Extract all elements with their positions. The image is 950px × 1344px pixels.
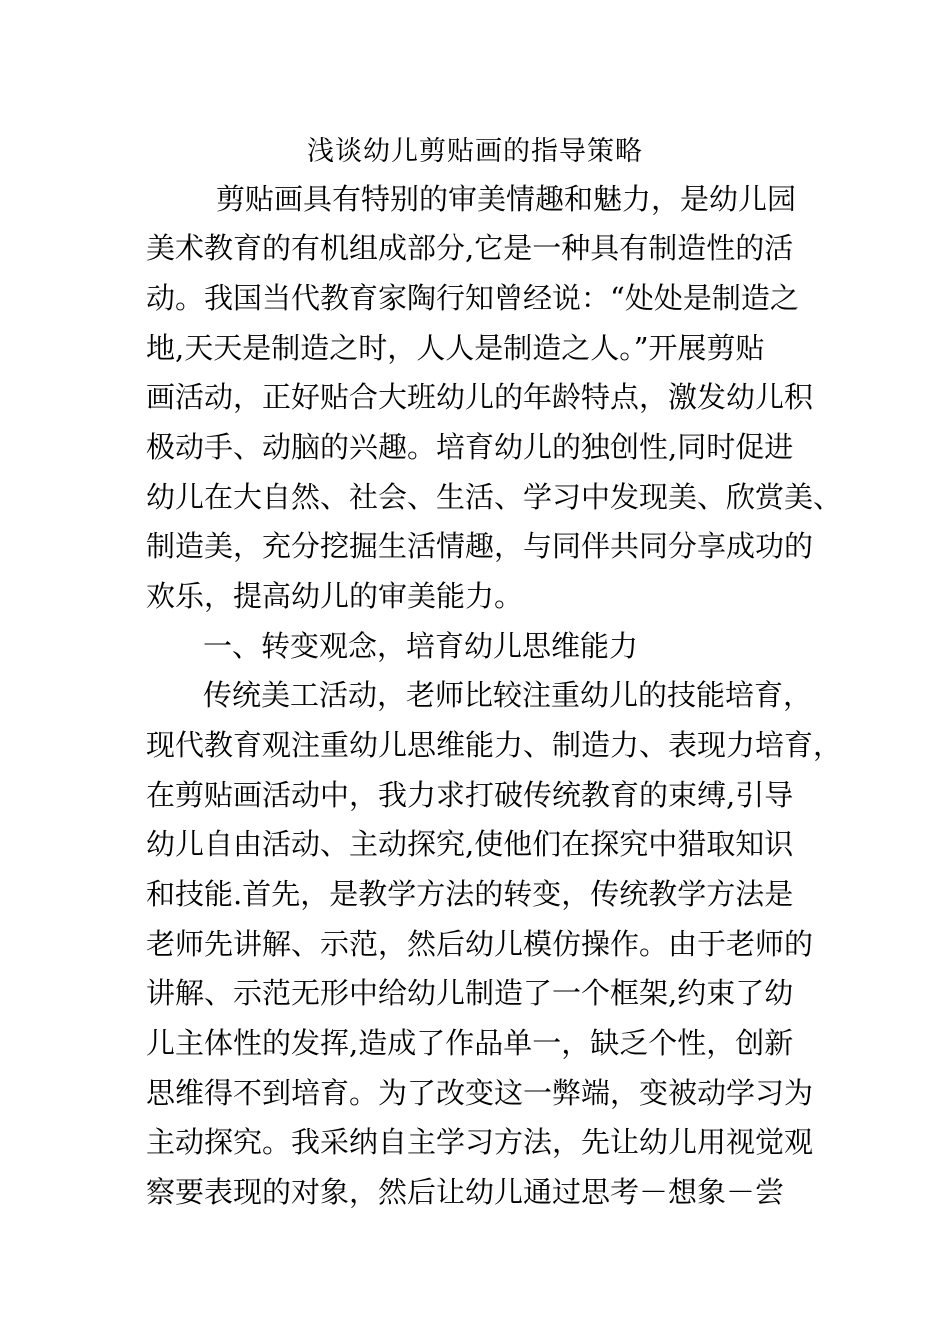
paragraph-line: 剪贴画具有特别的审美情趣和魅力，是幼儿园	[216, 182, 797, 216]
paragraph-line: 传统美工活动，老师比较注重幼儿的技能培育，	[203, 678, 813, 712]
paragraph-line: 儿主体性的发挥,造成了作品单一，缺乏个性，创新	[146, 1026, 794, 1060]
paragraph-line: 现代教育观注重幼儿思维能力、制造力、表现力培育，	[146, 728, 843, 762]
paragraph-line: 老师先讲解、示范，然后幼儿模仿操作。由于老师的	[146, 927, 814, 961]
paragraph-line: 画活动，正好贴合大班幼儿的年龄特点，激发幼儿积	[146, 380, 814, 414]
paragraph-line: 主动探究。我采纳自主学习方法，先让幼儿用视觉观	[146, 1125, 814, 1159]
section-heading: 一、转变观念，培育幼儿思维能力	[203, 629, 639, 663]
paragraph-line: 在剪贴画活动中，我力求打破传统教育的束缚,引导	[146, 778, 794, 812]
paragraph-line: 美术教育的有机组成部分,它是一种具有制造性的活	[146, 231, 794, 265]
paragraph-line: 欢乐，提高幼儿的审美能力。	[146, 579, 524, 613]
paragraph-line: 察要表现的对象，然后让幼儿通过思考－想象－尝	[146, 1175, 785, 1209]
paragraph-line: 幼儿在大自然、社会、生活、学习中发现美、欣赏美、	[146, 480, 843, 514]
paragraph-line: 制造美，充分挖掘生活情趣，与同伴共同分享成功的	[146, 529, 814, 563]
paragraph-line: 思维得不到培育。为了改变这一弊端，变被动学习为	[146, 1076, 814, 1110]
paragraph-line: 地,天天是制造之时，人人是制造之人。”开展剪贴	[146, 331, 765, 365]
document-title: 浅谈幼儿剪贴画的指导策略	[307, 136, 643, 167]
paragraph-line: 幼儿自由活动、主动探究,使他们在探究中猎取知识	[146, 827, 794, 861]
paragraph-line: 和技能.首先，是教学方法的转变，传统教学方法是	[146, 877, 794, 911]
paragraph-line: 讲解、示范无形中给幼儿制造了一个框架,约束了幼	[146, 976, 794, 1010]
paragraph-line: 极动手、动脑的兴趣。培育幼儿的独创性,同时促进	[146, 430, 794, 464]
paragraph-line: 动。我国当代教育家陶行知曾经说：“处处是制造之	[146, 281, 799, 315]
